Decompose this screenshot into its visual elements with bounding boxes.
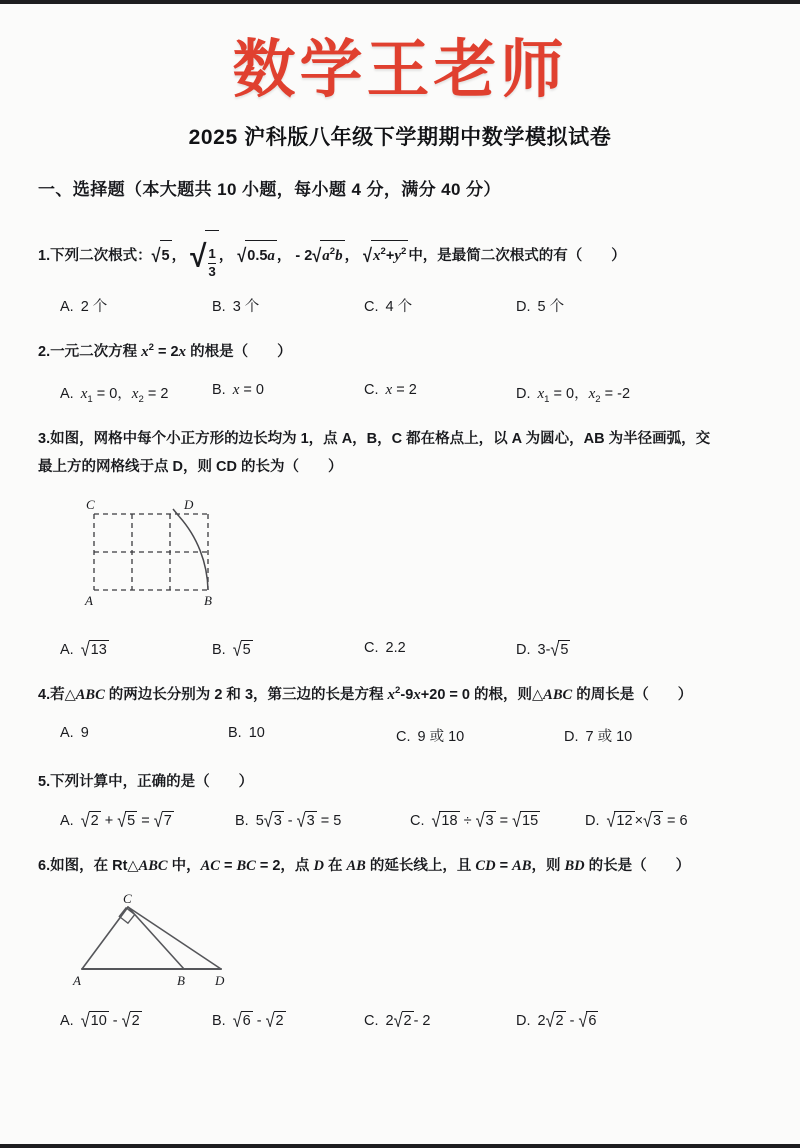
question-1-radical-4: - $2√a^2b$ (295, 248, 344, 264)
question-1-stem-pre: 下列二次根式： (50, 248, 152, 265)
question-3-stem (38, 425, 762, 482)
question-4-option-b[interactable]: B. 10 (228, 725, 265, 741)
grid-label-D: D (184, 496, 194, 512)
question-2-options (38, 382, 762, 406)
question-5-option-b[interactable]: B. 5√3 - √3 = 5 (235, 810, 342, 832)
question-4-number: 4. (38, 686, 51, 703)
grid-arc-figure (66, 492, 246, 620)
question-6-option-c[interactable]: C. 2√2 - 2 (364, 1009, 431, 1032)
question-1-stem-post: 中，是最简二次根式的有（ ） (408, 248, 626, 265)
question-2-stem: 2.一元二次方程 $x^2 = 2x$ 的根是（ ） (38, 342, 292, 360)
question-4-option-a[interactable]: A. 9 (60, 725, 89, 741)
question-2-option-c[interactable]: C. x = 2 (364, 382, 417, 399)
question-1-option-b[interactable]: B. 3 个 (212, 298, 260, 315)
question-1-option-a[interactable]: A. 2 个 (60, 298, 108, 315)
question-3-option-b[interactable]: B. √5 (212, 639, 251, 661)
question-4-option-c[interactable]: C. 9 或 10 (396, 729, 465, 745)
question-2-option-a[interactable]: A. $x_1 = 0$，$x_2 = 2$ (60, 386, 169, 406)
question-4-option-d[interactable]: D. 7 或 10 (564, 729, 633, 745)
question-3-stem-line1: 如图，网格中每个小正方形的边长均为 1，点 A，B，C 都在格点上，以 A 为圆心，AB 为半径画弧，交 (50, 431, 711, 448)
question-5 (38, 768, 762, 830)
question-3 (38, 425, 762, 659)
question-2-number: 2. (38, 343, 51, 360)
question-3-number: 3. (38, 431, 51, 448)
question-3-figure (38, 492, 762, 625)
question-1 (38, 222, 762, 316)
page-title: 2025 沪科版八年级下学期期中数学模拟试卷 (188, 126, 612, 150)
question-6-stem: 6.如图，在 Rt△ABC 中，AC = BC = 2，点 D 在 AB 的延长线上，且 CD = AB，则 BD 的长是（ ） (38, 858, 691, 875)
question-1-radical-3: √0.5a (237, 248, 277, 264)
question-2-option-d[interactable]: D. $x_1 = 0$，$x_2 = -2$ (516, 386, 631, 406)
question-4 (38, 681, 762, 746)
question-1-radical-5: $√x^2+y^2$ (363, 248, 408, 264)
question-3-option-a[interactable]: A. √13 (60, 639, 107, 661)
arc-path (179, 516, 208, 590)
question-1-radical-1: √5 (152, 248, 172, 264)
question-6-option-b[interactable]: B. √6 - √2 (212, 1009, 284, 1032)
question-3-option-d[interactable]: D. 3-√5 (516, 639, 569, 661)
question-1-number: 1. (38, 248, 51, 265)
question-5-number: 5. (38, 774, 51, 790)
question-1-radical-2: √ $\frac{1}{3}$ (190, 248, 219, 264)
brand-title: 数学王老师 (232, 33, 568, 106)
question-6-options (38, 1011, 762, 1030)
question-4-options (38, 725, 762, 746)
triangle-lines (82, 907, 221, 969)
grid-label-C: C (86, 496, 95, 512)
question-3-option-c[interactable]: C. 2.2 (364, 639, 406, 656)
question-6-option-a[interactable]: A. √10 - √2 (60, 1009, 140, 1032)
arc-overshoot (173, 509, 179, 517)
triangle-figure (66, 891, 256, 991)
question-6 (38, 852, 762, 1032)
triangle-label-C: C (123, 890, 132, 906)
question-6-number: 6. (38, 858, 51, 875)
question-5-options (38, 811, 762, 830)
question-2 (38, 338, 762, 406)
question-3-options (38, 640, 762, 659)
triangle-label-A: A (73, 972, 81, 988)
triangle-label-B: B (177, 972, 185, 988)
question-4-stem: 4.若△ABC 的两边长分别为 2 和 3，第三边的长是方程 $x^2-9x+20 = 0$ 的根，则△ABC 的周长是（ ） (38, 684, 693, 703)
grid-label-A: A (85, 592, 93, 608)
grid-label-B: B (204, 592, 212, 608)
question-5-option-a[interactable]: A. √2 + √5 = √7 (60, 810, 172, 832)
question-2-option-b[interactable]: B. x = 0 (212, 382, 264, 399)
question-5-stem (38, 768, 762, 796)
grid-lines (94, 514, 208, 590)
question-1-options (38, 295, 762, 316)
question-6-option-d[interactable]: D. 2√2 - √6 (516, 1009, 597, 1032)
question-1-option-d[interactable]: D. 5 个 (516, 298, 565, 315)
question-5-option-c[interactable]: C. √18 ÷ √3 = √15 (410, 810, 539, 832)
question-3-stem-line2: 最上方的网格线于点 D，则 CD 的长为（ ） (38, 459, 343, 476)
section-heading: 一、选择题（本大题共 10 小题，每小题 4 分，满分 40 分） (38, 180, 501, 200)
question-5-stem-text: 下列计算中，正确的是（ ） (50, 774, 254, 790)
question-1-option-c[interactable]: C. 4 个 (364, 298, 413, 315)
question-1-stem: 1.下列二次根式：√5 ， √ $\frac{1}{3}$ ， √0.5a ， - $2√a^2b$ ， $√x^2+y^2$ 中，是最简二次根式的有（ ） (38, 222, 762, 280)
question-6-figure (38, 891, 762, 996)
question-5-option-d[interactable]: D. √12 ×√3 = 6 (585, 810, 688, 832)
triangle-label-D: D (215, 972, 225, 988)
